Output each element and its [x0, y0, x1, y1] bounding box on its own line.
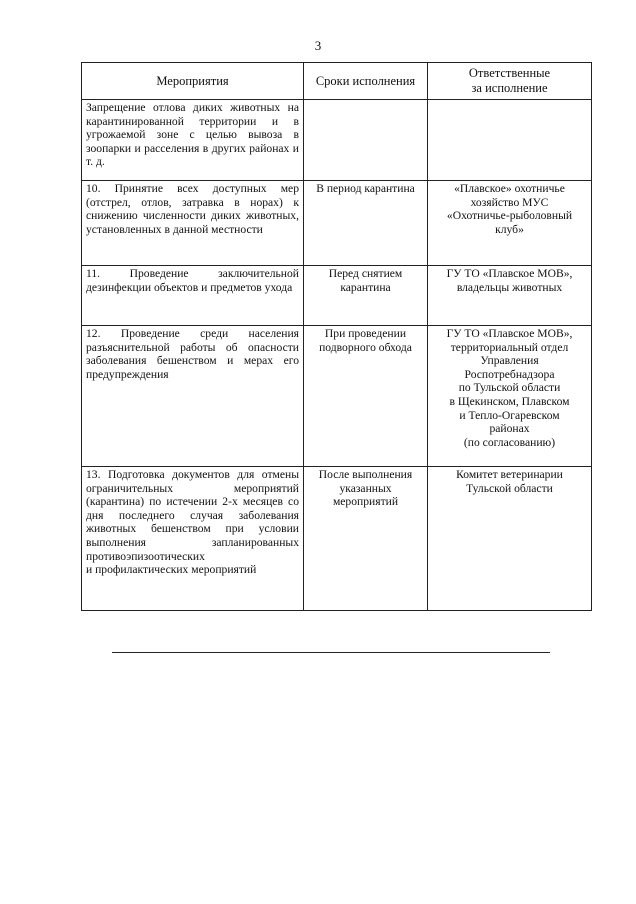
cell-responsible-text: Комитет ветеринарии [456, 468, 563, 481]
cell-action-text: 11. Проведение заключительной дезинфекции объектов и предметов ухода [86, 267, 299, 294]
cell-responsible [428, 100, 592, 181]
cell-responsible-text: «Плавское» охотничье [454, 182, 565, 195]
cell-responsible [428, 266, 592, 326]
cell-action-text: и профилактических мероприятий [86, 563, 257, 577]
cell-responsible-text: владельцы животных [456, 280, 563, 294]
cell-responsible [428, 467, 592, 611]
cell-action [82, 181, 304, 266]
table-row [82, 467, 592, 611]
cell-responsible-text: территориальный отдел [450, 340, 569, 354]
cell-responsible [428, 181, 592, 266]
cell-responsible-text: Управления [480, 354, 539, 368]
cell-action-text: 10. Принятие всех доступных мер (отстрел, отлов, затравка в норах) к снижению численности диких животных, установленных в данной местности [86, 182, 299, 236]
cell-action-text: Запрещение отлова диких животных на карантинированной территории и в угрожаемой зоне с целью вывоза в зоопарки и расселения в других районах и т. д. [86, 101, 299, 169]
cell-responsible-text: ГУ ТО «Плавское МОВ», [446, 327, 573, 340]
page-number: 3 [314, 38, 322, 53]
cell-deadline-text: указанных [339, 481, 392, 495]
cell-deadline-text: мероприятий [332, 495, 399, 509]
cell-responsible-text: Тульской области [466, 481, 553, 495]
cell-responsible-text: Роспотребнадзора [464, 367, 555, 381]
cell-action [82, 467, 304, 611]
header-action: Мероприятия [82, 63, 304, 100]
cell-responsible-text: (по согласованию) [463, 435, 556, 449]
cell-deadline-text: подворного обхода [319, 340, 412, 354]
cell-responsible-text: «Охотничье-рыболовный [446, 209, 573, 223]
cell-deadline [304, 181, 428, 266]
cell-responsible [428, 326, 592, 467]
measures-table [81, 62, 592, 611]
cell-deadline [304, 100, 428, 181]
cell-responsible-text: по Тульской области [458, 381, 561, 395]
cell-deadline-text: Перед снятием [328, 267, 403, 280]
table-row [82, 266, 592, 326]
header-responsible: Ответственные за исполнение [428, 63, 592, 100]
cell-action-text: 13. Подготовка документов для отмены ограничительных мероприятий (карантина) по истечении 2-х месяцев со дня последнего случая заболевания животных бешенством при условии выполнения запланированных противоэпизоотических [86, 468, 299, 563]
cell-deadline-text: После выполнения [318, 468, 413, 481]
table-row [82, 326, 592, 467]
cell-action [82, 100, 304, 181]
cell-deadline [304, 467, 428, 611]
cell-responsible-text: клуб» [495, 222, 524, 236]
bottom-rule [112, 652, 550, 653]
table-row [82, 100, 592, 181]
cell-deadline-text: карантина [340, 280, 391, 294]
cell-responsible-text: ГУ ТО «Плавское МОВ», [446, 267, 573, 280]
table-header-row [82, 63, 592, 100]
cell-responsible-text: хозяйство МУС [470, 195, 549, 209]
cell-action [82, 266, 304, 326]
cell-action-text: 12. Проведение среди населения разъяснительной работы об опасности заболевания бешенством и мерах его предупреждения [86, 327, 299, 381]
cell-deadline [304, 266, 428, 326]
header-deadline: Сроки исполнения [304, 63, 428, 100]
cell-responsible-text: в Щекинском, Плавском [449, 394, 570, 408]
cell-action [82, 326, 304, 467]
table-row [82, 181, 592, 266]
cell-responsible-text: и Тепло-Огаревском [459, 408, 560, 422]
cell-deadline [304, 326, 428, 467]
cell-deadline-text: В период карантина [316, 182, 415, 195]
cell-deadline-text: При проведении [324, 327, 407, 340]
cell-responsible-text: районах [489, 422, 530, 436]
